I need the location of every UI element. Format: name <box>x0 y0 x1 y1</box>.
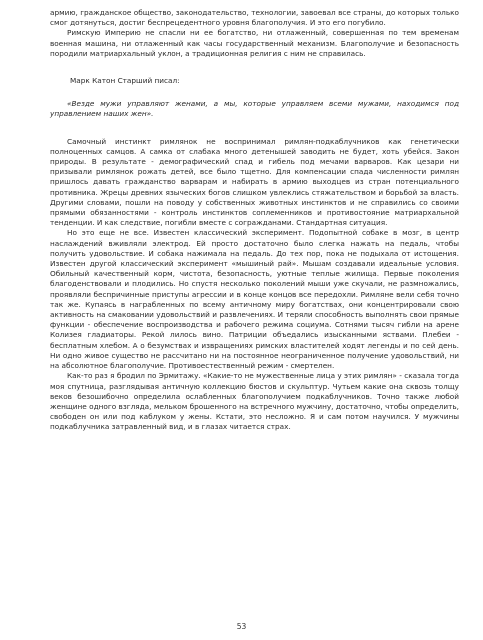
paragraph-continuation: армию, гражданское общество, законодательство, технологии, завоевал все страны, до которых только смог дотянуться, достиг беспрецедентного уровня благополучия. И это его погубило. <box>50 8 459 28</box>
paragraph-roman-empire: Римскую Империю не спасли ни ее богатство, ни отлаженный, совершенная по тем временам военная машина, ни отлаженный как часы государственный механизм. Благополучие и безопасность породили матриархальный уклон, а традиционная религия с ним не справилась. <box>50 28 459 58</box>
quote-attribution: Марк Катон Старший писал: <box>70 76 180 86</box>
page-number: 53 <box>236 622 247 631</box>
block-quote: «Везде мужи управляют женами, а мы, которые управляем всеми мужами, находимся под управлением наших жен». <box>50 99 459 119</box>
paragraph-instinct: Самочный инстинкт римлянок не воспринимал римлян-подкаблучников как генетически полноценных самцов. А самка от слабака много детенышей заводить не будет, хоть убейся. Закон природы. В результате - демографический спад и гибель под мечами варваров. Как цезари ни призывали римлянок рожать детей, все было тщетно. Для компенсации спада численности римлян пришлось давать гражданство варварам и набирать в армию выходцев из стран потенциального противника. Жрецы древних языческих богов слишком увлеклись стяжательством и борьбой за власть. Другими словами, пошли на поводу у собственных животных инстинктов и не справились со своими прямыми обязанностями - контроль инстинктов соплеменников и противостояние матриархальной тенденции. И как следствие, погибли вместе с согражданами. Стандартная ситуация. <box>50 136 459 228</box>
paragraph-hermitage: Как-то раз я бродил по Эрмитажу. «Какие-то не мужественные лица у этих римлян» - сказала тогда моя спутница, разглядывая античную коллекцию бюстов и скульптур. Чутьем какие она сквозь толщу веков безошибочно определила ослабленных благополучием подкаблучников. Точно также любой женщине одного взгляда, мельком брошенного на встречного мужчину, достаточно, чтобы определить, свободен он или под каблуком у жены. Кстати, это несложно. Я и сам потом научился. У мужчины подкаблучника затравленный вид, и в глазах читается страх. <box>50 371 459 432</box>
paragraph-experiment: Но это еще не все. Известен классический эксперимент. Подопытной собаке в мозг, в центр наслаждений вживляли электрод. Ей просто достаточно было слегка нажать на педаль, чтобы получить удовольствие. И собака нажимала на педаль. До тех пор, пока не подыхала от истощения. Известен другой классический эксперимент «мышиный рай». Мышам создавали идеальные условия. Обильный качественный корм, чистота, безопасность, уютные теплые жилища. Первые поколения благоденствовали и плодились. Но спустя несколько поколений мыши уже скучали, не размножались, проявляли беспричинные приступы агрессии и в конце концов все передохли. Римляне вели себя точно так же. Купаясь в награбленных по всему античному миру богатствах, они концентрировали свою активность на смаковании удовольствий и развлечениях. И теряли способность выполнять свои прямые функции - обеспечение воспроизводства и рабочего режима социума. Сотнями тысяч гибли на арене Колизея гладиаторы. Рекой лилось вино. Патриции объедались изысканными яствами. Плебеи - бесплатным хлебом. А о безумствах и извращениях римских властителей ходят легенды и по сей день. Ни одно живое существо не рассчитано ни на постоянное неограниченное получение удовольствий, ни на абсолютное благополучие. Противоестественный режим - смертелен. <box>50 228 459 371</box>
